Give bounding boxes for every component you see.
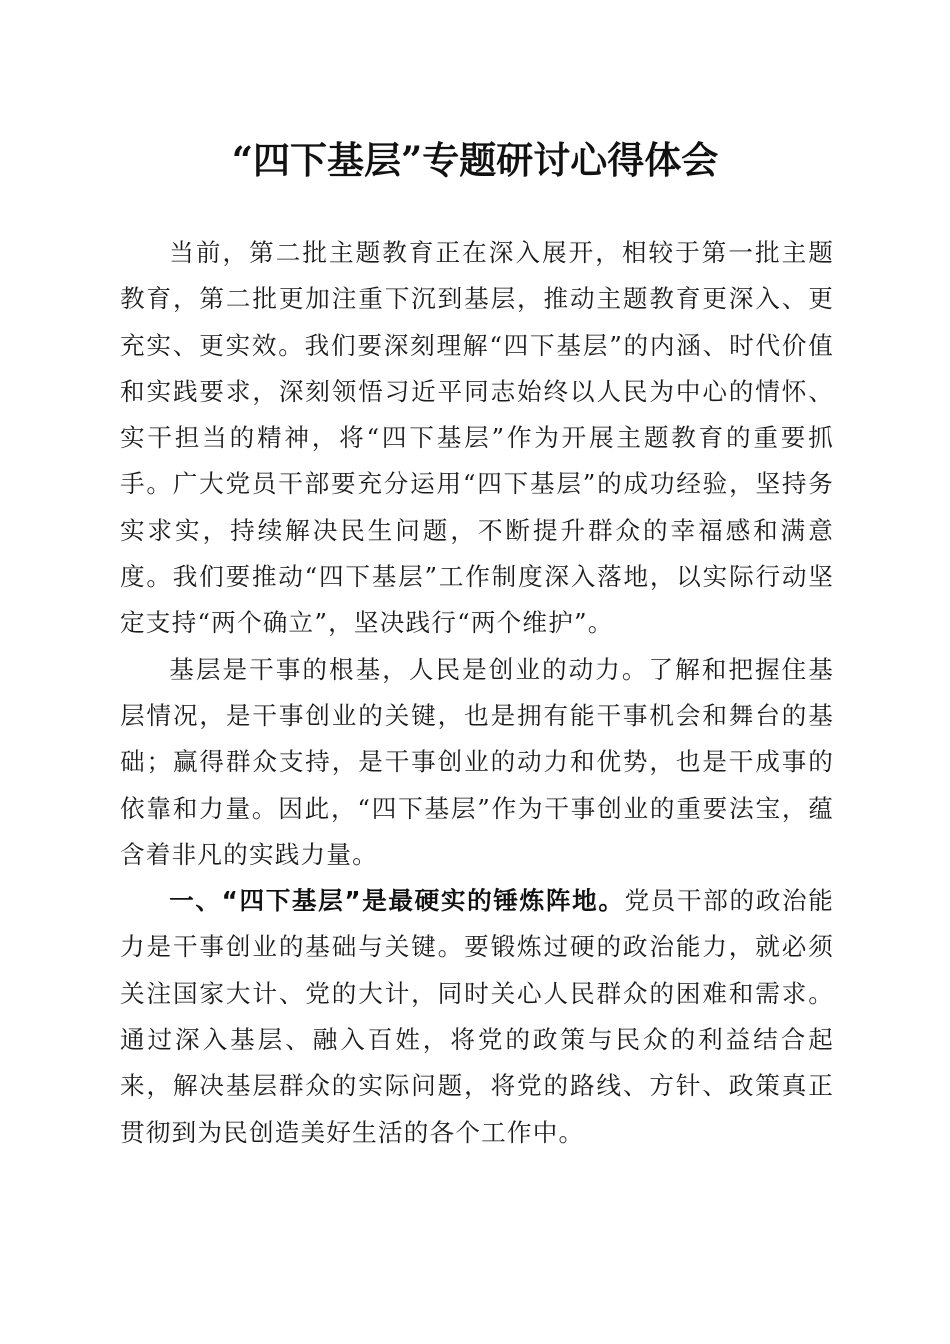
- document-title: “四下基层”专题研讨心得体会: [231, 138, 719, 182]
- paragraph-1: 当前，第二批主题教育正在深入展开，相较于第一批主题教育，第二批更加注重下沉到基层，推动主题教育更深入、更充实、更实效。我们要深刻理解“四下基层”的内涵、时代价值和实践要求，深刻领悟习近平同志始终以人民为中心的情怀、实干担当的精神，将“四下基层”作为开展主题教育的重要抓手。广大党员干部要充分运用“四下基层”的成功经验，坚持务实求实，持续解决民生问题，不断提升群众的幸福感和满意度。我们要推动“四下基层”工作制度深入落地，以实际行动坚定支持“两个确立”，坚决践行“两个维护”。: [120, 238, 834, 638]
- paragraph-2: 基层是干事的根基，人民是创业的动力。了解和把握住基层情况，是干事创业的关键，也是拥有能干事机会和舞台的基础；赢得群众支持，是干事创业的动力和优势，也是干成事的依靠和力量。因此，“四下基层”作为干事创业的重要法宝，蕴含着非凡的实践力量。: [120, 654, 834, 869]
- section-heading-1: 一、“四下基层”是最硬实的锤炼阵地。: [169, 886, 625, 916]
- paragraph-3-text: 党员干部的政治能力是干事创业的基础与关键。要锻炼过硬的政治能力，就必须关注国家大计、党的大计，同时关心人民群众的困难和需求。通过深入基层、融入百姓，将党的政策与民众的利益结合起来，解决基层群众的实际问题，将党的路线、方针、政策真正贯彻到为民创造美好生活的各个工作中。: [120, 886, 834, 1147]
- paragraph-3: [120, 878, 834, 1156]
- document-body: [120, 230, 834, 1156]
